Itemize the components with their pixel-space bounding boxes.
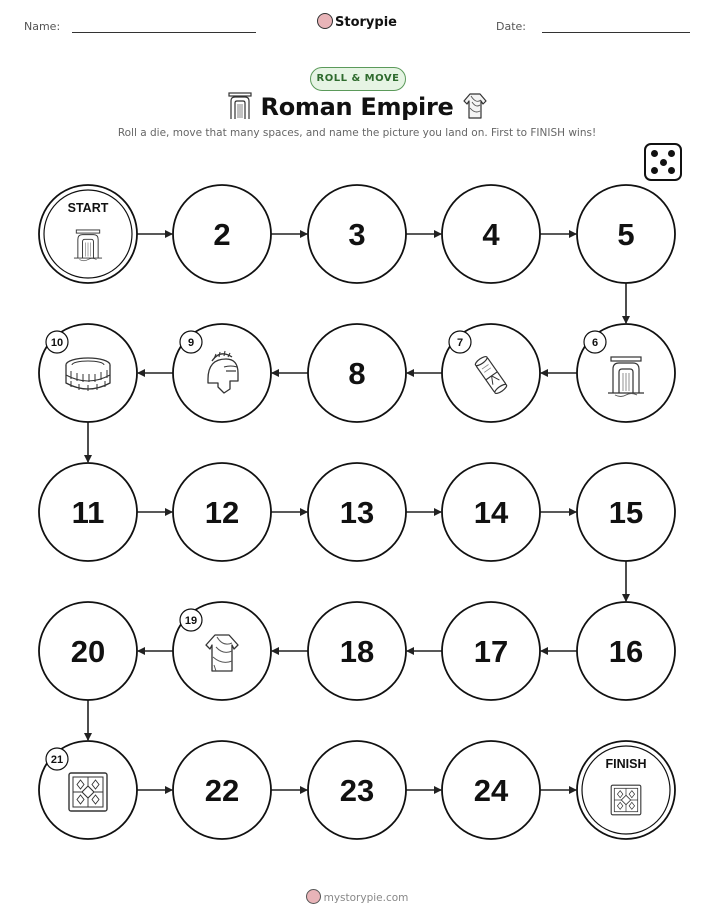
board-space-16 [577,602,675,700]
board-space-1 [39,185,137,283]
space-number: 24 [473,773,509,808]
space-number: 21 [50,754,64,766]
board-space-11 [39,463,137,561]
board-space-20 [39,602,137,700]
footer-url[interactable]: mystorypie.com [323,892,409,904]
roll-move-badge: ROLL & MOVE [310,67,406,91]
space-number: 12 [204,495,240,530]
space-number: 8 [348,356,366,391]
mosaic-icon [69,773,107,811]
space-number: 16 [608,634,644,669]
board-space-9 [173,324,271,422]
space-number: 11 [71,495,105,530]
board-space-2 [173,185,271,283]
board-space-7 [442,324,540,422]
board-space-17 [442,602,540,700]
space-number: 7 [456,337,464,349]
board-space-24 [442,741,540,839]
mosaic-icon [611,785,641,815]
brand-name: Storypie [335,15,397,30]
board-space-3 [308,185,406,283]
space-number: 14 [473,495,509,530]
space-number: 10 [50,337,64,349]
page-title: Roman Empire [260,93,454,121]
board-spaces [39,185,675,839]
space-number: 17 [473,634,509,669]
space-circle [39,185,137,283]
board-space-18 [308,602,406,700]
space-number: 13 [339,495,375,530]
board-space-4 [442,185,540,283]
space-number: 4 [482,217,500,252]
footer [0,889,714,904]
colosseum-icon [66,358,110,391]
space-number: 6 [591,337,599,349]
space-label: START [67,201,109,215]
name-label: Name: [24,20,61,33]
board-space-21 [39,741,137,839]
instructions: Roll a die, move that many spaces, and name the picture you land on. First to FINISH wins! [117,127,597,139]
board-space-25 [577,741,675,839]
board-space-15 [577,463,675,561]
space-number: 19 [184,615,198,627]
space-number: 2 [213,217,231,252]
board-space-5 [577,185,675,283]
space-number: 5 [617,217,635,252]
board-space-10 [39,324,137,422]
space-number: 15 [608,495,644,530]
board-space-6 [577,324,675,422]
board-space-12 [173,463,271,561]
space-label: FINISH [605,757,647,771]
board-space-22 [173,741,271,839]
space-number: 22 [204,773,240,808]
bear-icon [306,889,321,904]
space-number: 20 [70,634,106,669]
board-space-8 [308,324,406,422]
date-label: Date: [496,20,526,33]
space-number: 9 [187,337,195,349]
space-number: 3 [348,217,366,252]
space-number: 18 [339,634,375,669]
board-space-13 [308,463,406,561]
board-space-23 [308,741,406,839]
board-space-19 [173,602,271,700]
space-number: 23 [339,773,375,808]
board-space-14 [442,463,540,561]
